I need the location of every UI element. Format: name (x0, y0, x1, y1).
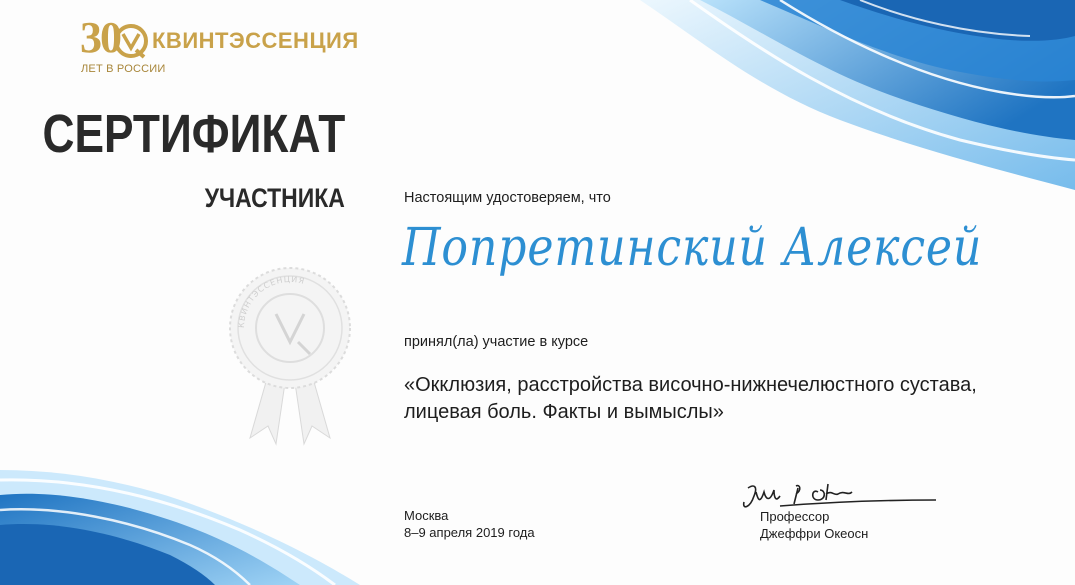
signatory-name: Джеффри Океосн (760, 526, 869, 541)
course-title-line-2: лицевая боль. Факты и вымыслы» (404, 401, 724, 423)
event-place: Москва (404, 508, 449, 523)
participation-text: принял(ла) участие в курсе (404, 334, 589, 350)
intro-text: Настоящим удостоверяем, что (404, 190, 611, 206)
course-title (404, 372, 977, 426)
seal-text: КВИНТЭССЕНЦИЯ (236, 274, 307, 329)
logo-subtitle: ЛЕТ В РОССИИ (81, 63, 166, 75)
brand-logo (80, 14, 360, 80)
recipient-name: Попретинский Алексей (402, 218, 983, 278)
event-date: 8–9 апреля 2019 года (404, 525, 535, 540)
certificate-subtitle: УЧАСТНИКА (204, 183, 345, 213)
embossed-seal-icon (220, 258, 360, 448)
certificate-title: СЕРТИФИКАТ (42, 104, 345, 164)
course-title-line-1: «Окклюзия, расстройства височно-нижнечелюстного сустава, (404, 374, 977, 396)
q-monogram-icon (112, 22, 150, 60)
logo-brand-name: КВИНТЭССЕНЦИЯ (152, 28, 359, 53)
signatory-title: Профессор (760, 509, 830, 524)
logo-anniversary-number: 30 (80, 13, 120, 62)
